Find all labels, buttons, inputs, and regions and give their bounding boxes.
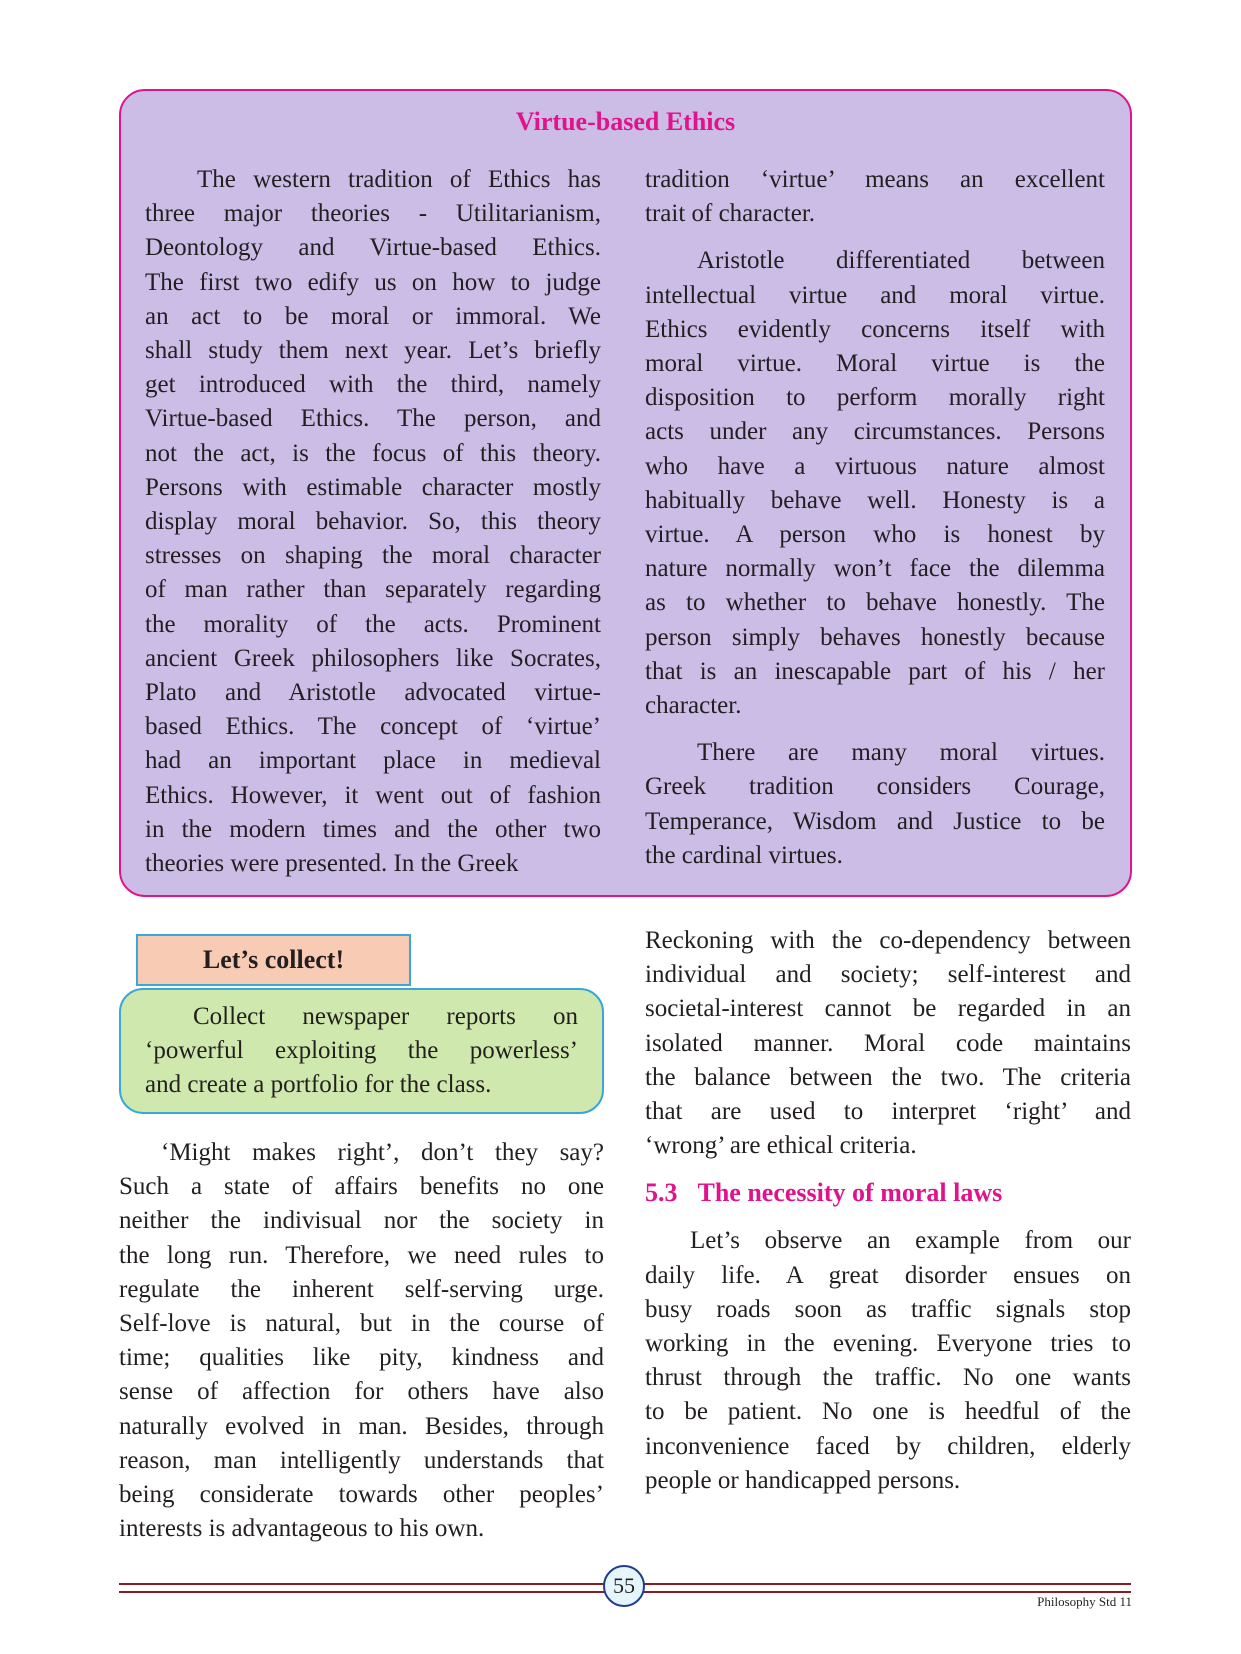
text-line: character. [645,692,742,720]
text-line: virtue. A person who is honest by [645,521,1105,549]
text-line: The western tradition of Ethics has [197,166,601,193]
section-number: 5.3 [645,1178,678,1208]
text-line: inconvenience faced by children, elderly [645,1432,1131,1460]
text-line: isolated manner. Moral code maintains [645,1029,1131,1057]
text-line: Plato and Aristotle advocated virtue- [145,679,601,707]
text-line: working in the evening. Everyone tries to [645,1330,1131,1358]
text-line: intellectual virtue and moral virtue. [645,281,1105,309]
virtue-ethics-box [119,89,1132,897]
text-line: Ethics evidently concerns itself with [645,315,1105,343]
paragraph [145,163,601,881]
text-line: as to whether to behave honestly. The [645,589,1105,617]
text-line: based Ethics. The concept of ‘virtue’ [145,713,601,741]
text-line: had an important place in medieval [145,747,601,775]
text-line: Such a state of affairs benefits no one [119,1173,604,1201]
text-line: Deontology and Virtue-based Ethics. [145,234,601,262]
text-line: and create a portfolio for the class. [145,1071,492,1099]
text-line: ‘Might makes right’, don’t they say? [161,1139,604,1166]
text-line: Self-love is natural, but in the course of [119,1310,604,1338]
text-line: the morality of the acts. Prominent [145,610,601,638]
lets-collect-activity [119,988,604,1114]
paragraph [119,1136,604,1546]
text-line: the cardinal virtues. [645,841,843,869]
text-line: individual and society; self-interest and [645,961,1131,989]
left-column-text [119,1136,604,1546]
text-line: people or handicapped persons. [645,1466,961,1494]
text-line: three major theories - Utilitarianism, [145,200,601,228]
text-line: Reckoning with the co-dependency between [645,927,1131,954]
section-title: The necessity of moral laws [697,1178,1003,1208]
text-line: being considerate towards other peoples’ [119,1481,604,1509]
box-right-column [645,163,1105,873]
text-line: Virtue-based Ethics. The person, and [145,405,601,433]
text-line: reason, man intelligently understands that [119,1446,604,1474]
text-line: acts under any circumstances. Persons [645,418,1105,446]
box-left-column [145,163,601,881]
text-line: an act to be moral or immoral. We [145,302,601,330]
text-line: person simply behaves honestly because [645,623,1105,651]
text-line: regulate the inherent self-serving urge. [119,1275,604,1303]
text-line: There are many moral virtues. [697,739,1105,767]
text-line: ‘wrong’ are ethical criteria. [645,1132,917,1160]
right-column-text [645,924,1131,1498]
lets-collect-heading: Let’s collect! [136,934,411,986]
text-line: Aristotle differentiated between [697,247,1105,275]
text-line: trait of character. [645,200,816,228]
text-line: tradition ‘virtue’ means an excellent [645,166,1105,193]
text-line: naturally evolved in man. Besides, through [119,1412,604,1440]
text-line: Persons with estimable character mostly [145,473,601,501]
paragraph [645,244,1105,723]
text-line: that are used to interpret ‘right’ and [645,1098,1131,1126]
activity-text [145,1000,578,1103]
text-line: Collect newspaper reports on [193,1003,578,1030]
paragraph [645,1224,1131,1498]
section-heading [645,1176,1131,1210]
text-line: get introduced with the third, namely [145,371,601,399]
page-number: 55 [603,1565,645,1607]
text-line: display moral behavior. So, this theory [145,508,601,536]
text-line: thrust through the traffic. No one wants [645,1364,1131,1392]
text-line: ‘powerful exploiting the powerless’ [145,1037,578,1065]
text-line: the balance between the two. The criteria [645,1063,1131,1091]
text-line: theories were presented. In the Greek [145,850,519,878]
text-line: Ethics. However, it went out of fashion [145,781,601,809]
text-line: that is an inescapable part of his / her [645,657,1105,685]
text-line: Greek tradition considers Courage, [645,773,1105,801]
text-line: societal-interest cannot be regarded in an [645,995,1131,1023]
text-line: habitually behave well. Honesty is a [645,486,1105,514]
text-line: The first two edify us on how to judge [145,268,601,296]
box-title: Virtue-based Ethics [515,107,736,136]
text-line: sense of affection for others have also [119,1378,604,1406]
text-line: nature normally won’t face the dilemma [645,555,1105,583]
text-line: neither the indivisual nor the society in [119,1207,604,1235]
paragraph [645,736,1105,873]
book-title: Philosophy Std 11 [1037,1594,1132,1609]
text-line: stresses on shaping the moral character [145,542,601,570]
text-line: Let’s observe an example from our [690,1227,1131,1255]
text-line: shall study them next year. Let’s briefly [145,337,601,365]
text-line: interests is advantageous to his own. [119,1515,485,1543]
text-line: of man rather than separately regarding [145,576,601,604]
text-line: daily life. A great disorder ensues on [645,1261,1131,1289]
text-line: disposition to perform morally right [645,384,1105,412]
text-line: Temperance, Wisdom and Justice to be [645,807,1105,835]
paragraph [645,924,1131,1163]
text-line: who have a virtuous nature almost [645,452,1105,480]
text-line: busy roads soon as traffic signals stop [645,1295,1131,1323]
text-line: not the act, is the focus of this theory. [145,439,601,467]
text-line: ancient Greek philosophers like Socrates, [145,644,601,672]
text-line: time; qualities like pity, kindness and [119,1344,604,1372]
text-line: in the modern times and the other two [145,815,601,843]
text-line: moral virtue. Moral virtue is the [645,350,1105,378]
paragraph [645,163,1105,231]
text-line: the long run. Therefore, we need rules to [119,1241,604,1269]
text-line: to be patient. No one is heedful of the [645,1398,1131,1426]
